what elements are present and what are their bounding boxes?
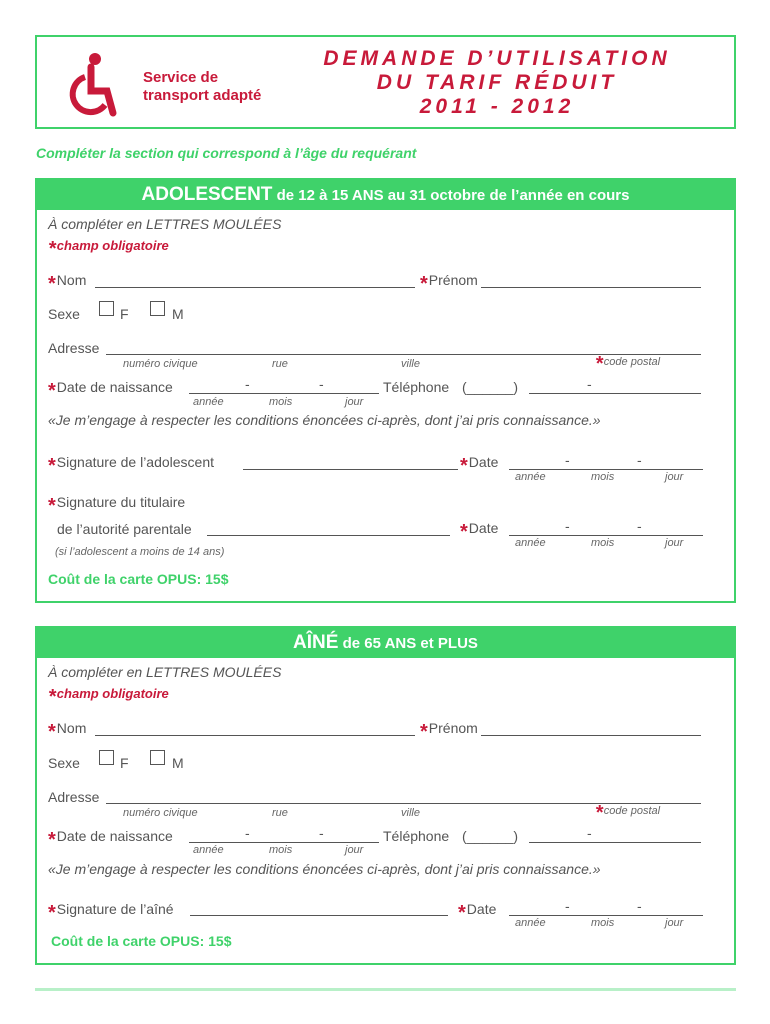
date-naissance-field[interactable] <box>189 393 379 394</box>
required-star: * <box>48 273 56 295</box>
date-dash: - <box>565 452 570 468</box>
engagement-text: «Je m’engage à respecter les conditions énoncées ci-après, dont j’ai pris connaissance.» <box>48 412 601 428</box>
title-mid: de 12 à 15 ANS <box>272 187 384 204</box>
telephone-area[interactable]: (______) <box>462 379 519 395</box>
date-naissance-text: Date de naissance <box>56 379 173 395</box>
mois-hint: mois <box>591 917 615 929</box>
mois-hint: mois <box>269 844 293 856</box>
required-note <box>48 686 169 708</box>
sexe-m-checkbox[interactable] <box>150 750 165 765</box>
signature-aine-label <box>48 901 174 924</box>
jour-hint: jour <box>665 471 684 483</box>
date-signature-field[interactable] <box>509 915 703 916</box>
mois-hint: mois <box>591 537 615 549</box>
required-star: * <box>48 380 56 402</box>
date-dash: - <box>565 898 570 914</box>
date-dash: - <box>637 518 642 534</box>
title-rest: au 31 octobre de l’année en cours <box>383 187 630 204</box>
date-label <box>458 901 497 924</box>
telephone-field[interactable] <box>529 842 701 843</box>
date-naissance-label <box>48 379 173 402</box>
sexe-f-label: F <box>120 755 129 771</box>
date-dash: - <box>637 898 642 914</box>
cout-carte: Coût de la carte OPUS: 15$ <box>51 933 232 949</box>
title-line-3: 2011 - 2012 <box>419 95 575 118</box>
section-title-aine <box>37 628 734 658</box>
date-text: Date <box>466 901 497 917</box>
date-signature-field[interactable] <box>509 469 703 470</box>
date-text: Date <box>468 454 499 470</box>
telephone-label: Téléphone <box>383 828 450 844</box>
prenom-field[interactable] <box>481 287 701 288</box>
section-title-adolescent <box>37 180 734 210</box>
prenom-label <box>420 272 478 295</box>
title-line-2: DU TARIF RÉDUIT <box>376 71 618 94</box>
title-big: ADOLESCENT <box>141 184 273 205</box>
code-postal-text: code postal <box>603 805 661 817</box>
required-star: * <box>458 902 466 924</box>
nom-label <box>48 272 87 295</box>
date-dash: - <box>245 376 250 392</box>
date-label <box>460 520 499 543</box>
jour-hint: jour <box>665 917 684 929</box>
logo-line-1: Service de <box>143 69 219 86</box>
logo-line-2: transport adapté <box>143 87 262 104</box>
annee-hint: année <box>515 537 546 549</box>
required-star: * <box>420 273 428 295</box>
required-star: * <box>48 721 56 743</box>
title-line-1: DEMANDE D’UTILISATION <box>323 47 671 70</box>
jour-hint: jour <box>345 396 364 408</box>
required-star: * <box>48 686 56 708</box>
signature-adolescent-label <box>48 454 215 477</box>
signature-titulaire-text: Signature du titulaire <box>56 494 186 510</box>
bottom-divider <box>35 988 736 991</box>
date-dash: - <box>637 452 642 468</box>
mois-hint: mois <box>269 396 293 408</box>
nom-label <box>48 720 87 743</box>
note-14-ans: (si l’adolescent a moins de 14 ans) <box>55 546 225 558</box>
annee-hint: année <box>193 844 224 856</box>
fill-note: À compléter en LETTRES MOULÉES <box>48 216 282 232</box>
ville-hint: ville <box>401 358 420 370</box>
logo-text <box>143 69 261 105</box>
title-big: AÎNÉ <box>293 632 339 653</box>
signature-titulaire-field[interactable] <box>207 535 450 536</box>
required-star: * <box>48 495 56 517</box>
section-aine <box>35 626 736 965</box>
nom-field[interactable] <box>95 287 415 288</box>
fill-note: À compléter en LETTRES MOULÉES <box>48 664 282 680</box>
cout-carte: Coût de la carte OPUS: 15$ <box>48 571 229 587</box>
required-star: * <box>420 721 428 743</box>
signature-titulaire-label <box>48 494 186 517</box>
annee-hint: année <box>515 917 546 929</box>
date-label <box>460 454 499 477</box>
jour-hint: jour <box>345 844 364 856</box>
required-star: * <box>595 802 603 824</box>
instruction: Compléter la section qui correspond à l’âge du requérant <box>36 145 417 161</box>
sexe-f-checkbox[interactable] <box>99 750 114 765</box>
date-text: Date <box>468 520 499 536</box>
title-rest: de 65 ANS et PLUS <box>338 635 478 652</box>
telephone-field[interactable] <box>529 393 701 394</box>
tel-dash: - <box>587 376 592 392</box>
signature-aine-text: Signature de l’aîné <box>56 901 174 917</box>
date-dash: - <box>245 825 250 841</box>
code-postal-hint <box>595 802 661 824</box>
ville-hint: ville <box>401 807 420 819</box>
sexe-f-checkbox[interactable] <box>99 301 114 316</box>
date-naissance-label <box>48 828 173 851</box>
numero-civique-hint: numéro civique <box>123 358 198 370</box>
numero-civique-hint: numéro civique <box>123 807 198 819</box>
date-dash: - <box>319 825 324 841</box>
form-title <box>277 47 717 119</box>
required-star: * <box>460 455 468 477</box>
sexe-m-label: M <box>172 306 184 322</box>
sexe-f-label: F <box>120 306 129 322</box>
adresse-field[interactable] <box>106 803 701 804</box>
prenom-field[interactable] <box>481 735 701 736</box>
required-text: champ obligatoire <box>56 238 169 253</box>
prenom-text: Prénom <box>428 272 478 288</box>
jour-hint: jour <box>665 537 684 549</box>
date-naissance-field[interactable] <box>189 842 379 843</box>
sexe-label: Sexe <box>48 306 80 322</box>
signature-aine-field[interactable] <box>190 915 448 916</box>
required-star: * <box>48 829 56 851</box>
sexe-m-checkbox[interactable] <box>150 301 165 316</box>
adresse-field[interactable] <box>106 354 701 355</box>
adresse-label: Adresse <box>48 789 100 805</box>
telephone-area[interactable]: (______) <box>462 828 519 844</box>
required-star: * <box>48 238 56 260</box>
adresse-label: Adresse <box>48 340 100 356</box>
date-dash: - <box>565 518 570 534</box>
date-dash: - <box>319 376 324 392</box>
nom-field[interactable] <box>95 735 415 736</box>
telephone-label: Téléphone <box>383 379 450 395</box>
autorite-parentale-label: de l’autorité parentale <box>57 521 192 537</box>
rue-hint: rue <box>272 358 288 370</box>
section-adolescent <box>35 178 736 603</box>
required-star: * <box>48 455 56 477</box>
required-star: * <box>48 902 56 924</box>
wheelchair-icon <box>67 51 127 121</box>
signature-adolescent-text: Signature de l’adolescent <box>56 454 215 470</box>
sexe-label: Sexe <box>48 755 80 771</box>
prenom-label <box>420 720 478 743</box>
nom-text: Nom <box>56 272 87 288</box>
signature-adolescent-field[interactable] <box>243 469 458 470</box>
engagement-text: «Je m’engage à respecter les conditions énoncées ci-après, dont j’ai pris connaissance.» <box>48 861 601 877</box>
sexe-m-label: M <box>172 755 184 771</box>
code-postal-text: code postal <box>603 356 661 368</box>
required-note <box>48 238 169 260</box>
form-header <box>35 35 736 129</box>
date-titulaire-field[interactable] <box>509 535 703 536</box>
date-naissance-text: Date de naissance <box>56 828 173 844</box>
tel-dash: - <box>587 825 592 841</box>
prenom-text: Prénom <box>428 720 478 736</box>
annee-hint: année <box>193 396 224 408</box>
nom-text: Nom <box>56 720 87 736</box>
mois-hint: mois <box>591 471 615 483</box>
annee-hint: année <box>515 471 546 483</box>
required-star: * <box>595 353 603 375</box>
required-star: * <box>460 521 468 543</box>
logo <box>67 51 267 121</box>
code-postal-hint <box>595 353 661 375</box>
rue-hint: rue <box>272 807 288 819</box>
required-text: champ obligatoire <box>56 686 169 701</box>
